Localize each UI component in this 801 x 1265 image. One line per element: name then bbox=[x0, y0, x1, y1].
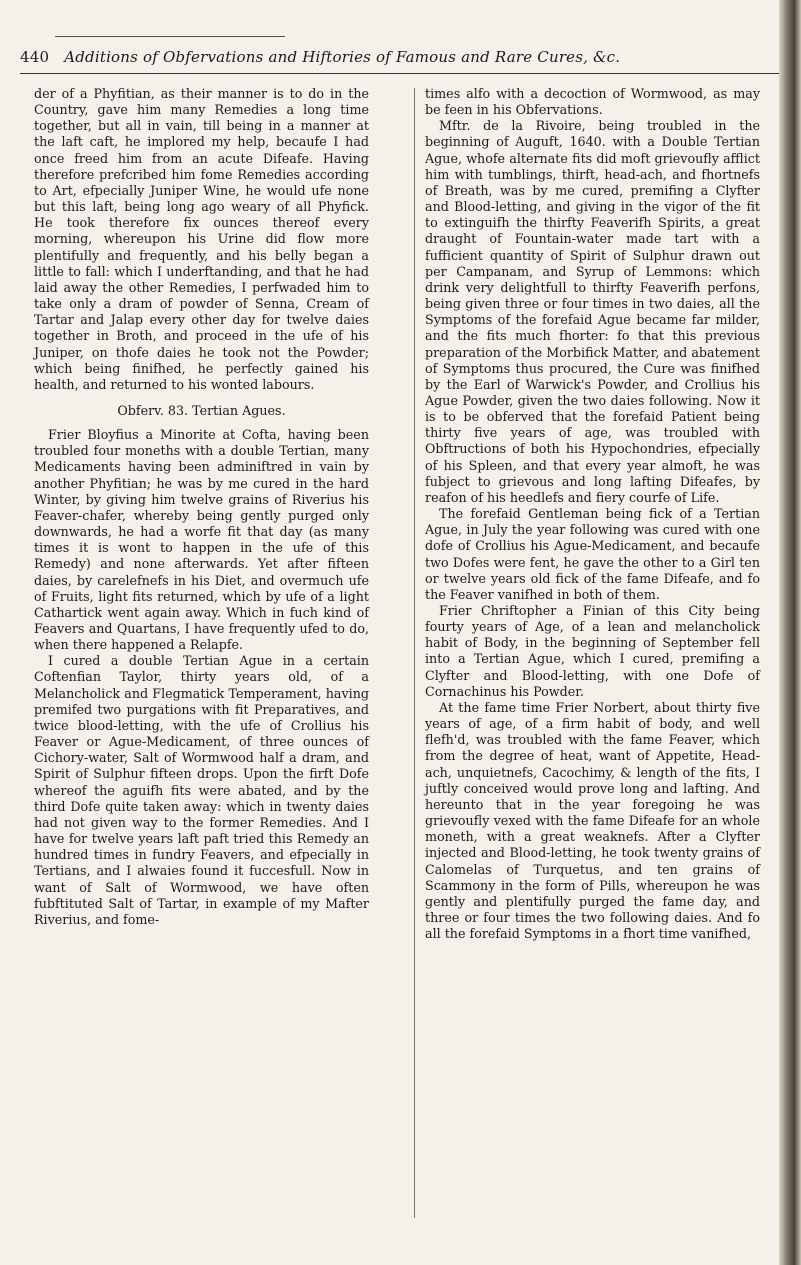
paragraph: Frier Bloyfius a Minorite at Cofta, having been troubled four moneths with a double Tertian, many Medicaments having been adminiftred in vain by another Phyfitian; he was by me cured in the hard Winter, by giving him twelve grains of Riverius his Feaver-chafer, whereby being gently purged only downwards, he had a worfe fit that day (as many times it is wont to happen in the ufe of this Remedy) and none afterwards. Yet after fifteen daies, by carelefnefs in his Diet, and overmuch ufe of Fruits, light fits returned, which by ufe of a light Cathartick went again away. Which in fuch kind of Feavers and Quartans, I have frequently ufed to do, when there happened a Relapfe. bbox=[34, 427, 369, 653]
paragraph: times alfo with a decoction of Wormwood, as may be feen in his Obfervations. bbox=[425, 86, 760, 118]
top-rule bbox=[55, 36, 285, 37]
page-number: 440 bbox=[20, 48, 50, 66]
header-rule bbox=[20, 73, 785, 74]
left-column bbox=[34, 86, 369, 928]
running-title: Additions of Obfervations and Hiftories of Famous and Rare Cures, &c. bbox=[64, 48, 621, 66]
right-column bbox=[425, 86, 760, 942]
paragraph: The forefaid Gentleman being fick of a Tertian Ague, in July the year following was cured with one dofe of Crollius his Ague-Medicament, and becaufe two Dofes were fent, he gave the other to a Girl ten or twelve years old fick of the fame Difeafe, and fo the Feaver vanifhed in both of them. bbox=[425, 506, 760, 602]
paragraph: Mftr. de la Rivoire, being troubled in the beginning of Auguft, 1640. with a Double Tertian Ague, whofe alternate fits did moft grievoufly afflict him with tumblings, thirft, head-ach, and fhortnefs of Breath, was by me cured, premifing a Clyfter and Blood-letting, and giving in the vigor of the fit to extinguifh the thirfty Feaverifh Spirits, a great draught of Fountain-water made tart with a fufficient quantity of Spirit of Sulphur drawn out per Campanam, and Syrup of Lemmons: which drink very delightfull to thirfty Feaverifh perfons, being given three or four times in two daies, all the Symptoms of the forefaid Ague became far milder, and the fits much fhorter: fo that this previous preparation of the Morbifick Matter, and abatement of Symptoms thus procured, the Cure was finifhed by the Earl of Warwick's Powder, and Crollius his Ague Powder, given the two daies following. Now it is to be obferved that the forefaid Patient being thirty five years of age, was troubled with Obftructions of both his Hypochondries, efpecially of his Spleen, and that every year almoft, he was fubject to grievous and long lafting Difeafes, by reafon of his heedlefs and fiery courfe of Life. bbox=[425, 118, 760, 505]
paragraph: der of a Phyfitian, as their manner is to do in the Country, gave him many Remedies a long time together, but all in vain, till being in a manner at the laft caft, he implored my help, becaufe I had once freed him from an acute Difeafe. Having therefore prefcribed him fome Remedies according to Art, efpecially Juniper Wine, he would ufe none but this laft, being long ago weary of all Phyfick. He took therefore fix ounces thereof every morning, whereupon his Urine did flow more plentifully and frequently, and his belly began a little to fall: which I underftanding, and that he had laid away the other Remedies, I perfwaded him to take only a dram of powder of Senna, Cream of Tartar and Jalap every other day for twelve daies together in Broth, and proceed in the ufe of his Juniper, on thofe daies he took not the Powder; which being finifhed, he perfectly gained his health, and returned to his wonted labours. bbox=[34, 86, 369, 392]
paragraph: I cured a double Tertian Ague in a certain Coftenfian Taylor, thirty years old, of a Melancholick and Flegmatick Temperament, having premifed two purgations with fit Preparatives, and twice blood-letting, with the ufe of Crollius his Feaver or Ague-Medicament, of three ounces of Cichory-water, Salt of Wormwood half a dram, and Spirit of Sulphur fifteen drops. Upon the firft Dofe whereof the aguifh fits were abated, and by the third Dofe quite taken away: which in twenty daies had not given way to the former Remedies. And I have for twelve years laft paft tried this Remedy an hundred times in fundry Feavers, and efpecially in Tertians, and I alwaies found it fuccesfull. Now in want of Salt of Wormwood, we have often fubftituted Salt of Tartar, in example of my Mafter Riverius, and fome- bbox=[34, 653, 369, 927]
column-divider bbox=[414, 88, 415, 1218]
paragraph: Frier Chriftopher a Finian of this City being fourty years of Age, of a lean and melancholick habit of Body, in the beginning of September fell into a Tertian Ague, which I cured, premifing a Clyfter and Blood-letting, with one Dofe of Cornachinus his Powder. bbox=[425, 603, 760, 699]
running-header bbox=[20, 48, 790, 66]
observation-heading: Obferv. 83. Tertian Agues. bbox=[117, 402, 286, 418]
paragraph: At the fame time Frier Norbert, about thirty five years of age, of a firm habit of body, and well flefh'd, was troubled with the fame Feaver, which from the degree of heat, want of Appetite, Head-ach, unquietnefs, Cacochimy, & length of the fits, I juftly conceived would prove long and lafting. And hereunto that in the year foregoing he was grievoufly vexed with the fame Difeafe for an whole moneth, with a great weaknefs. After a Clyfter injected and Blood-letting, he took twenty grains of Calomelas of Turquetus, and ten grains of Scammony in the form of Pills, whereupon he was gently and plentifully purged the fame day, and three or four times the two following daies. And fo all the forefaid Symptoms in a fhort time vanifhed, bbox=[425, 699, 760, 942]
facing-page-edge bbox=[779, 0, 801, 1265]
